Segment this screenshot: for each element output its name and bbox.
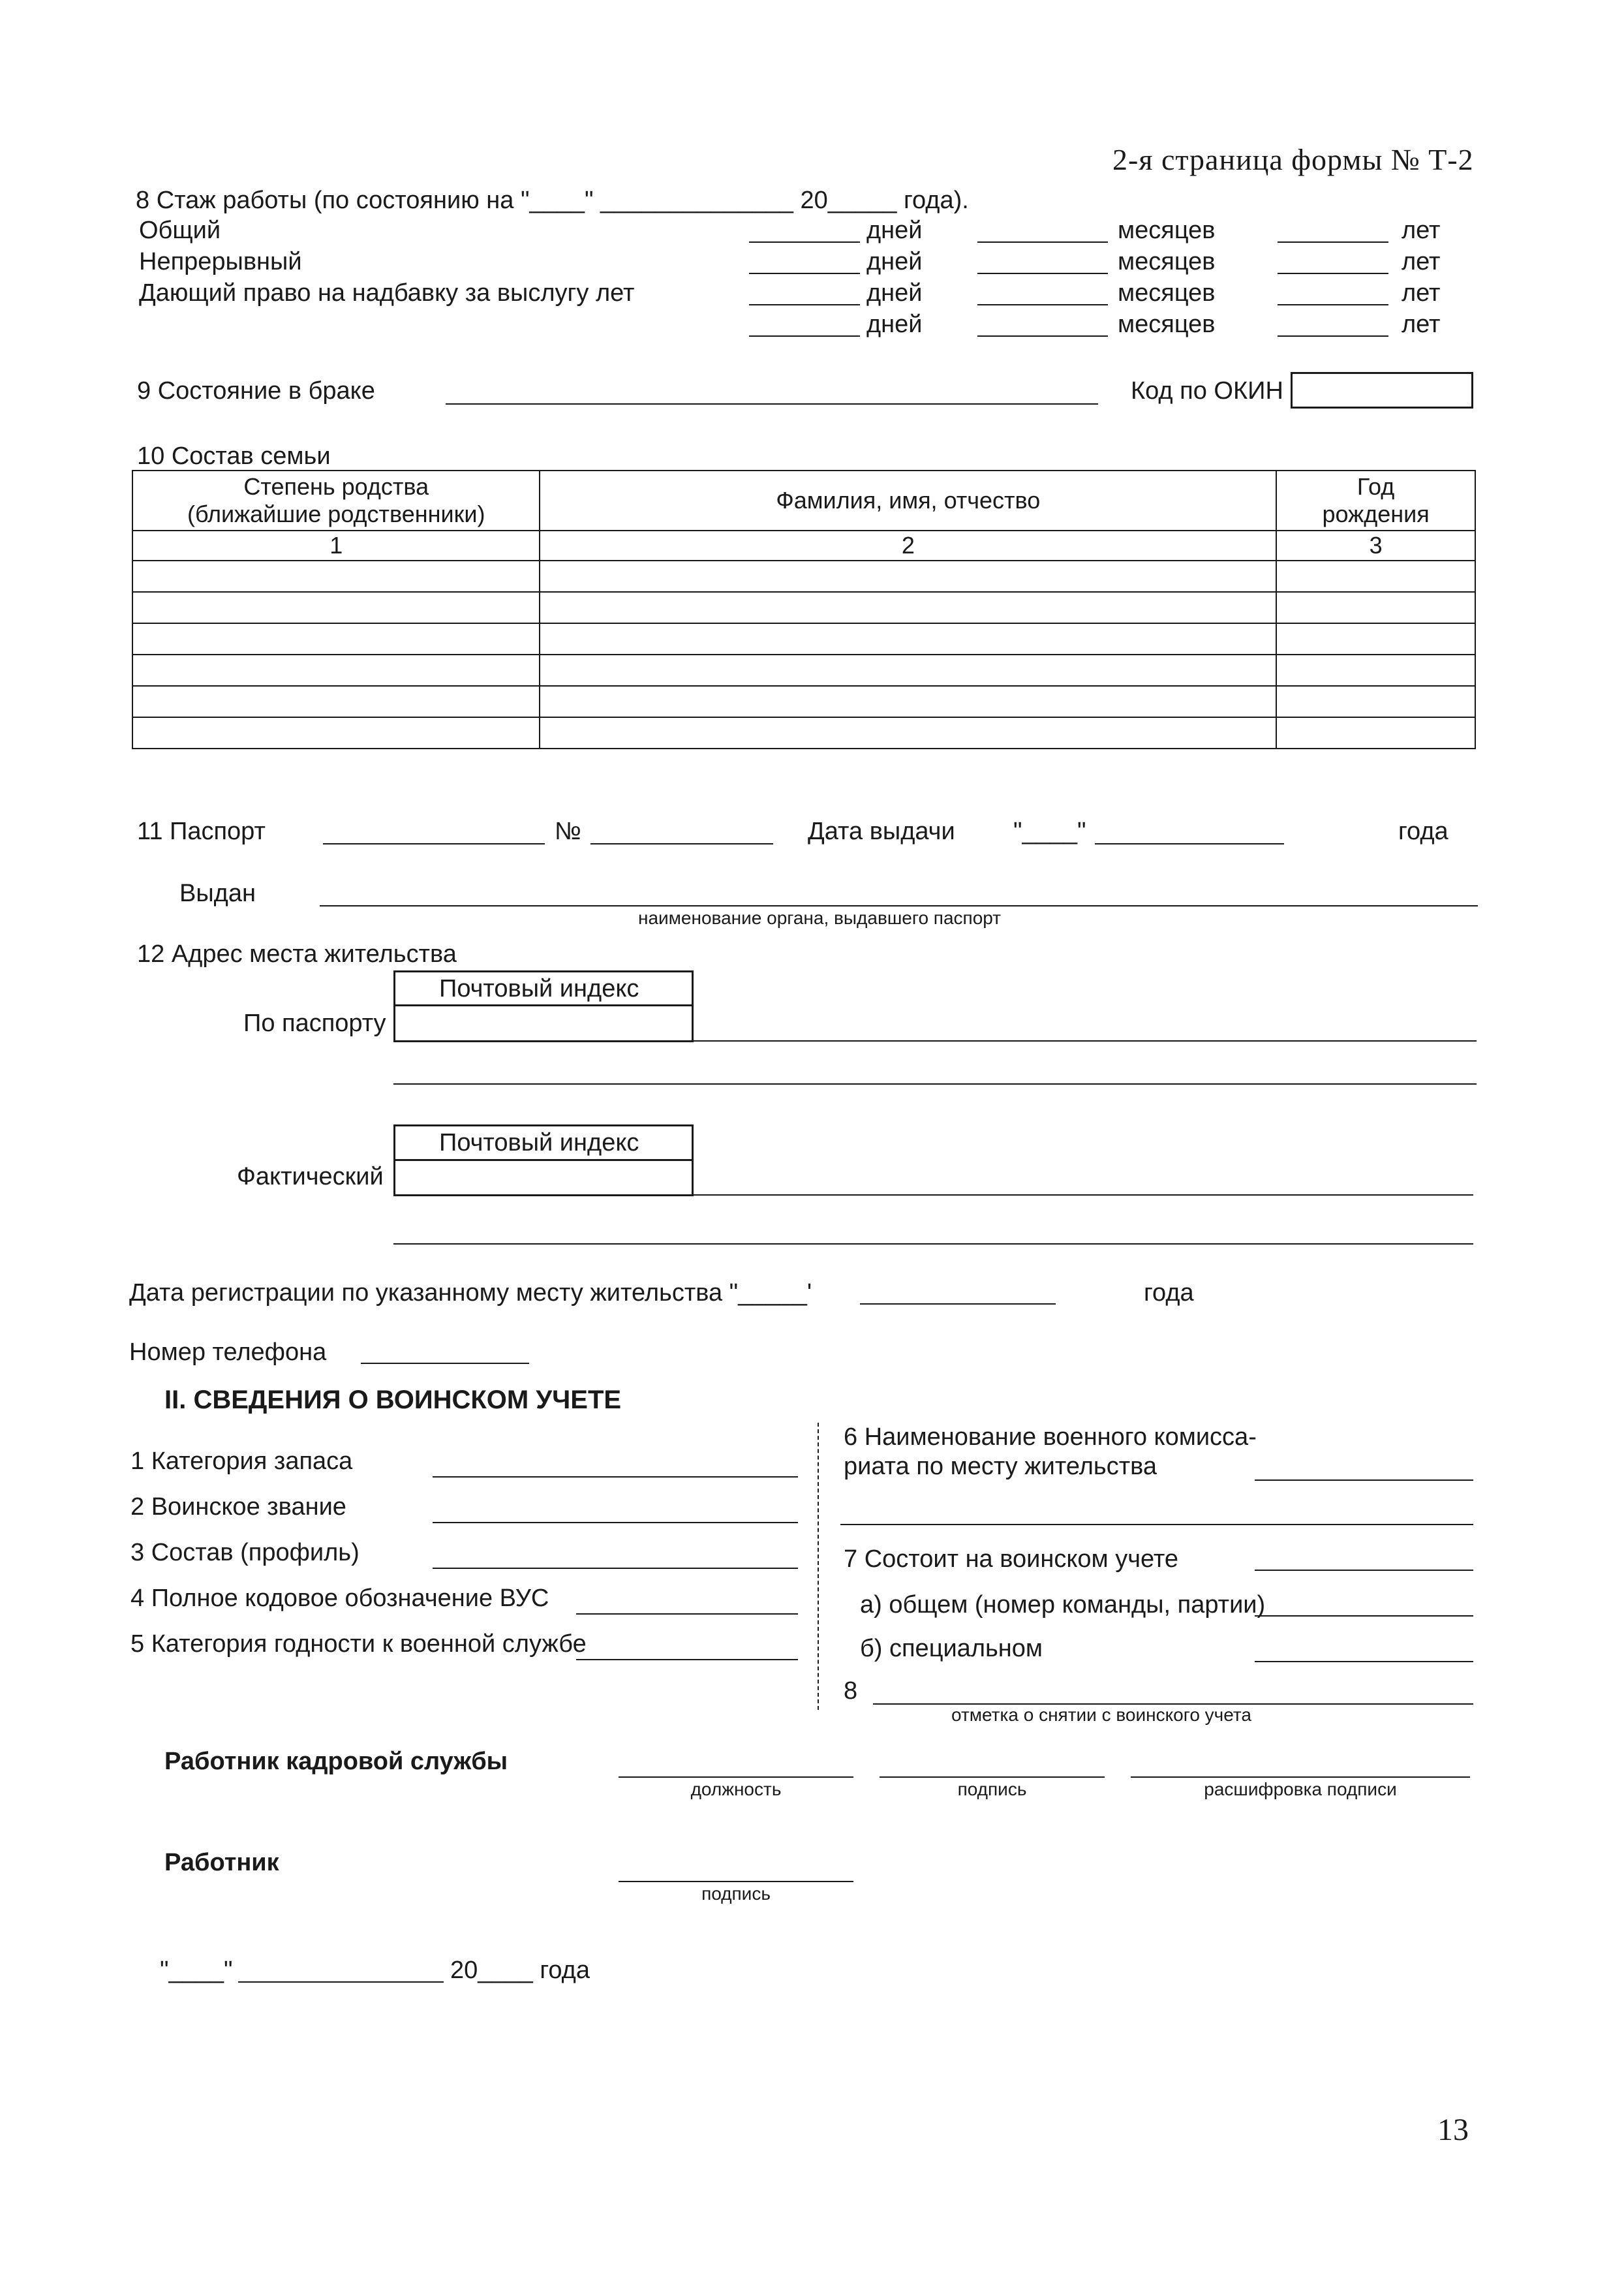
days-label: дней [866,217,923,244]
passport-address-line[interactable] [393,1083,1477,1085]
fitness-category-label: 5 Категория годности к военной службе [130,1630,587,1658]
table-row [132,623,1475,655]
fitness-category-field[interactable] [576,1659,798,1660]
marital-status-label: 9 Состояние в браке [137,377,375,405]
composition-field[interactable] [433,1568,798,1569]
hr-signature-caption: подпись [957,1779,1027,1799]
family-table-numbers [132,531,1475,561]
postal-index-input[interactable] [395,1006,692,1040]
family-table-header [132,471,1475,531]
days-field[interactable] [749,335,860,337]
table-cell[interactable] [132,592,540,623]
passport-issue-month-field[interactable] [1095,843,1284,844]
months-label: месяцев [1118,311,1216,338]
postal-index-label: Почтовый индекс [439,975,639,1002]
years-field[interactable] [1278,304,1388,305]
table-cell[interactable] [1276,717,1475,749]
commissariat-label-line2: риата по месту жительства [844,1453,1157,1480]
table-cell[interactable] [1276,686,1475,717]
years-label: лет [1402,217,1441,244]
hr-position-field[interactable] [619,1776,853,1778]
passport-issue-day[interactable]: "____" [1013,818,1086,845]
months-label: месяцев [1118,248,1216,275]
years-field[interactable] [1278,273,1388,274]
table-cell[interactable] [540,717,1276,749]
commissariat-label-line1: 6 Наименование военного комисса- [844,1423,1257,1451]
table-row [132,686,1475,717]
special-registration-label: б) специальном [860,1635,1043,1662]
years-field[interactable] [1278,241,1388,243]
by-passport-label: По паспорту [243,1010,386,1037]
passport-number-sign: № [555,818,581,845]
table-cell[interactable] [132,717,540,749]
deregistration-caption: отметка о снятии с воинского учета [951,1705,1251,1725]
passport-issued-by-field[interactable] [320,905,1478,906]
years-label: лет [1402,311,1441,338]
months-label: месяцев [1118,217,1216,244]
table-row [132,561,1475,592]
registration-date-label: Дата регистрации по указанному месту жительства "_____' [129,1279,812,1307]
special-registration-field[interactable] [1255,1661,1473,1662]
military-section-title: II. СВЕДЕНИЯ О ВОИНСКОМ УЧЕТЕ [164,1386,622,1414]
seniority-row-general: Общий [139,217,221,244]
months-field[interactable] [977,304,1108,305]
table-cell[interactable] [1276,561,1475,592]
years-field[interactable] [1278,335,1388,337]
days-label: дней [866,248,923,275]
okin-code-box[interactable] [1291,372,1473,409]
page-number: 13 [1437,2113,1469,2147]
passport-issued-by-caption: наименование органа, выдавшего паспорт [638,908,1002,928]
table-cell[interactable] [132,561,540,592]
commissariat-field[interactable] [1255,1479,1473,1481]
worker-signature-field[interactable] [619,1881,853,1882]
date-month-field[interactable] [238,1981,444,1983]
address-title: 12 Адрес места жительства [137,940,457,968]
passport-number-field[interactable] [590,843,773,844]
table-cell[interactable] [1276,623,1475,655]
worker-signature-caption: подпись [701,1883,771,1904]
registration-year-label: года [1144,1279,1194,1307]
passport-series-field[interactable] [323,843,545,844]
phone-field[interactable] [361,1363,529,1364]
military-rank-field[interactable] [433,1522,798,1523]
hr-signature-field[interactable] [880,1776,1105,1778]
vus-code-field[interactable] [576,1613,798,1615]
table-cell[interactable] [1276,655,1475,686]
col-number: 3 [1276,531,1475,561]
table-cell[interactable] [540,686,1276,717]
column-divider [818,1423,819,1710]
seniority-row-continuous: Непрерывный [139,248,302,275]
okin-code-label: Код по ОКИН [1131,377,1283,405]
general-registration-field[interactable] [1255,1615,1473,1617]
actual-address-line[interactable] [694,1194,1473,1196]
table-cell[interactable] [540,592,1276,623]
months-field[interactable] [977,273,1108,274]
table-cell[interactable] [540,561,1276,592]
worker-label: Работник [164,1849,279,1876]
table-cell[interactable] [540,655,1276,686]
form-page-label: 2-я страница формы № Т-2 [1112,143,1474,176]
hr-worker-label: Работник кадровой службы [164,1748,508,1775]
reserve-category-field[interactable] [433,1476,798,1478]
general-registration-label: а) общем (номер команды, партии) [860,1591,1266,1618]
header-relation: Степень родства (ближайшие родственники) [132,471,540,531]
military-registered-field[interactable] [1255,1570,1473,1571]
passport-issued-by-label: Выдан [179,880,256,907]
passport-year-label: года [1398,818,1448,845]
table-row [132,592,1475,623]
seniority-title: 8 Стаж работы (по состоянию на "____" ______________ 20_____ года). [136,187,969,214]
header-birth-year: Год рождения [1276,471,1475,531]
table-row [132,655,1475,686]
deregistration-number: 8 [844,1677,858,1705]
hr-position-caption: должность [690,1779,782,1799]
table-row [132,717,1475,749]
passport-label: 11 Паспорт [137,818,266,845]
marital-status-field[interactable] [446,403,1098,405]
actual-address-label: Фактический [237,1163,384,1190]
days-field[interactable] [749,304,860,305]
months-field[interactable] [977,241,1108,243]
col-number: 1 [132,531,540,561]
days-field[interactable] [749,273,860,274]
passport-issue-date-label: Дата выдачи [808,818,955,845]
postal-index-label: Почтовый индекс [439,1129,639,1156]
years-label: лет [1402,279,1441,307]
hr-decoding-field[interactable] [1131,1776,1470,1778]
seniority-row-bonus: Дающий право на надбавку за выслугу лет [139,279,635,307]
table-cell[interactable] [132,655,540,686]
registration-date-field[interactable] [860,1303,1056,1305]
header-full-name: Фамилия, имя, отчество [540,471,1276,531]
actual-address-line[interactable] [393,1243,1473,1245]
military-rank-label: 2 Воинское звание [130,1493,346,1521]
col-number: 2 [540,531,1276,561]
table-cell[interactable] [540,623,1276,655]
days-label: дней [866,311,923,338]
passport-address-line[interactable] [694,1040,1477,1042]
date-year: 20____ года [450,1957,590,1984]
commissariat-field-2[interactable] [840,1524,1473,1525]
years-label: лет [1402,248,1441,275]
hr-decoding-caption: расшифровка подписи [1204,1779,1397,1799]
table-cell[interactable] [132,623,540,655]
military-registered-label: 7 Состоит на воинском учете [844,1545,1178,1573]
months-field[interactable] [977,335,1108,337]
reserve-category-label: 1 Категория запаса [130,1448,353,1475]
family-table [132,470,1476,749]
postal-index-input[interactable] [395,1161,692,1195]
table-cell[interactable] [1276,592,1475,623]
composition-label: 3 Состав (профиль) [130,1539,360,1566]
date-day[interactable]: "____" [160,1957,233,1984]
family-title: 10 Состав семьи [137,442,331,470]
days-label: дней [866,279,923,307]
days-field[interactable] [749,241,860,243]
phone-label: Номер телефона [129,1339,327,1366]
vus-code-label: 4 Полное кодовое обозначение ВУС [130,1585,549,1612]
table-cell[interactable] [132,686,540,717]
months-label: месяцев [1118,279,1216,307]
